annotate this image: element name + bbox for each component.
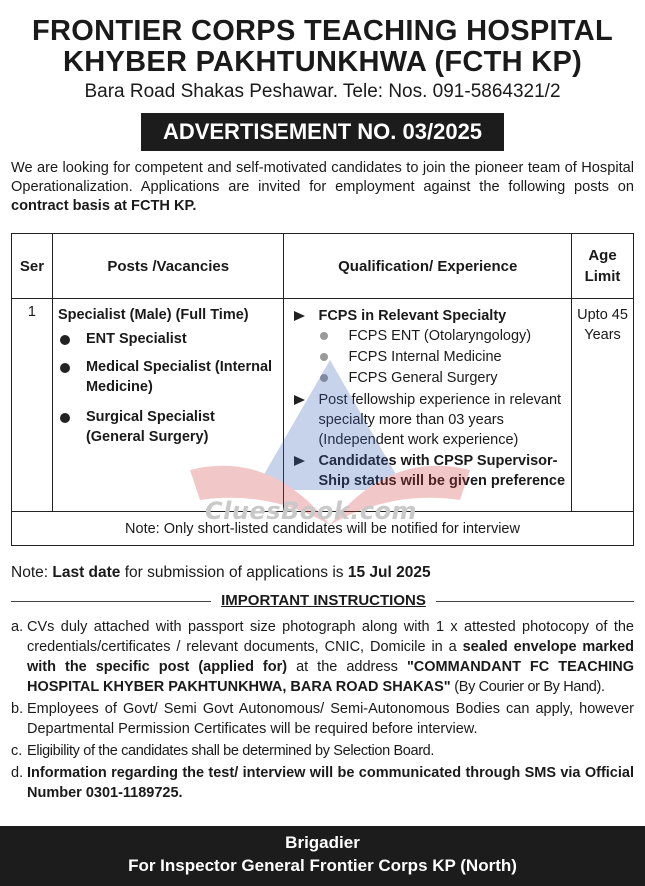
instruction-c: c. Eligibility of the candidates shall be determined by Selection Board.: [11, 743, 435, 759]
deadline-date: 15 Jul 2025: [347, 564, 431, 581]
last-date-label: Last date: [52, 564, 121, 581]
row-qualification: [284, 299, 572, 512]
header-age: Age Limit: [572, 234, 634, 299]
header-ser: Ser: [12, 234, 53, 299]
list-item: FCPS ENT (Otolaryngology): [294, 326, 567, 347]
title-line-2: KHYBER PAKHTUNKHWA (FCTH KP): [62, 46, 583, 78]
intro-bold: contract basis at FCTH KP.: [11, 198, 197, 214]
posts-table: [11, 233, 634, 546]
bullet-icon: [60, 413, 70, 423]
bullet-icon: [60, 363, 70, 373]
advertisement-number: ADVERTISEMENT NO. 03/2025: [141, 113, 504, 151]
arrow-bullet-icon: [294, 395, 305, 405]
post-list: [58, 329, 278, 447]
post-title: Specialist (Male) (Full Time): [57, 307, 249, 323]
arrow-bullet-icon: [294, 311, 305, 321]
bullet-icon: [320, 353, 328, 361]
hospital-title: [0, 0, 645, 78]
row-age-limit: Upto 45 Years: [572, 299, 634, 512]
list-item: Surgical Specialist (General Surgery): [58, 407, 278, 447]
list-item: ENT Specialist: [58, 329, 278, 349]
instruction-b: b. Employees of Govt/ Semi Govt Autonomous/ Semi-Autonomous Bodies can apply, however Departmental Permission Certificates will be required before interview.: [11, 701, 634, 737]
instruction-a: a. CVs duly attached with passport size photograph along with 1 x attested photocopy of the credentials/certificates / relevant documents, CNIC, Domicile in a sealed envelope marked with the specific post (applied for) at the address "COMMANDANT FC TEACHING HOSPITAL KHYBER PAKHTUNKHWA, BARA ROAD SHAKAS" (By Courier or By Hand).: [11, 619, 634, 695]
hospital-address: Bara Road Shakas Peshawar. Tele: Nos. 091-5864321/2: [84, 81, 561, 102]
table-note-row: [12, 512, 634, 546]
table-header-row: [12, 234, 634, 299]
header-posts: Posts /Vacancies: [52, 234, 284, 299]
row-posts: [52, 299, 284, 512]
signatory-rank: Brigadier: [285, 833, 360, 852]
arrow-bullet-icon: [294, 456, 305, 466]
deadline-note: Note: Last date for submission of applications is 15 Jul 2025: [11, 564, 431, 581]
shortlist-note: Note: Only short-listed candidates will be notified for interview: [12, 512, 634, 546]
instructions-list: [11, 617, 634, 805]
intro-text: We are looking for competent and self-motivated candidates to join the pioneer team of Hospital Operationalization. Applications are invited for employment against the following posts on: [11, 160, 634, 195]
experience-requirement: Post fellowship experience in relevant specialty more than 03 years (Independent work experience): [294, 390, 567, 450]
table-row: [12, 299, 634, 512]
document-header: [0, 0, 645, 151]
list-item: Medical Specialist (Internal Medicine): [58, 357, 278, 397]
instructions-heading: IMPORTANT INSTRUCTIONS: [221, 592, 426, 609]
instruction-d: d. Information regarding the test/ interview will be communicated through SMS via Official Number 0301-1189725.: [11, 765, 634, 801]
list-item: FCPS Internal Medicine: [294, 347, 567, 368]
divider: [11, 601, 211, 602]
preference-note: Candidates with CPSP Supervisor-Ship status will be given preference: [294, 451, 567, 491]
intro-paragraph: [0, 151, 645, 216]
list-item: FCPS General Surgery: [294, 368, 567, 389]
row-ser: 1: [12, 299, 53, 512]
qualification-sublist: [294, 326, 567, 389]
instructions-heading-bar: [11, 592, 634, 612]
title-line-1: FRONTIER CORPS TEACHING HOSPITAL: [31, 15, 614, 47]
watermark-text: CluesBook.com: [205, 497, 418, 525]
header-qualification: Qualification/ Experience: [284, 234, 572, 299]
bullet-icon: [320, 374, 328, 382]
bullet-icon: [320, 332, 328, 340]
signatory-office: For Inspector General Frontier Corps KP (North): [128, 856, 517, 875]
bullet-icon: [60, 335, 70, 345]
qualification-heading: FCPS in Relevant Specialty: [294, 306, 567, 326]
divider: [436, 601, 634, 602]
signature-footer: [0, 826, 645, 886]
